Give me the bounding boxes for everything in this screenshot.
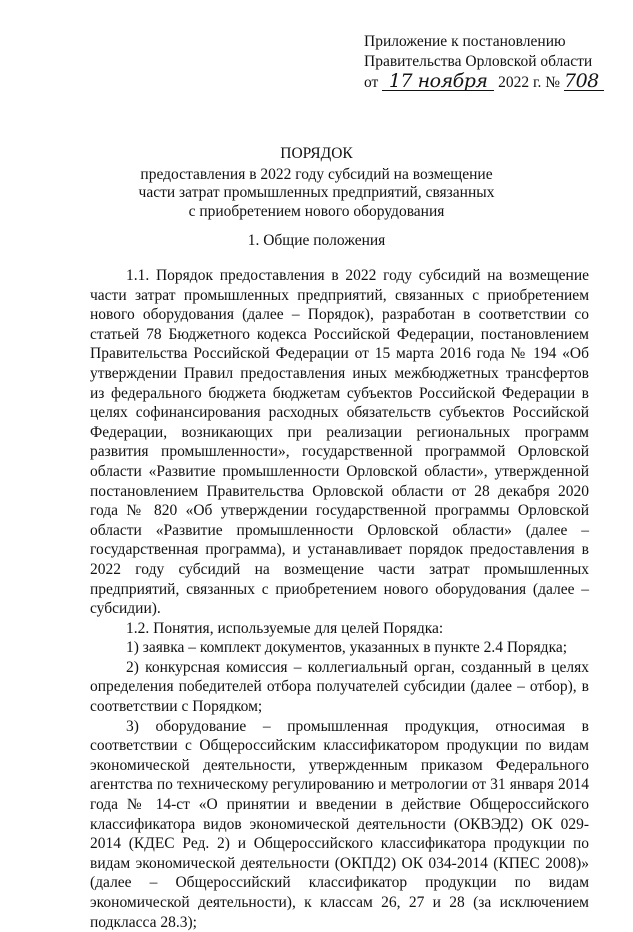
section-heading: 1. Общие положения bbox=[247, 232, 386, 249]
document-body bbox=[90, 266, 589, 932]
appendix-block bbox=[364, 32, 604, 93]
paragraph-definition-1: 1) заявка – комплект документов, указанных в пункте 2.4 Порядка; bbox=[126, 639, 568, 657]
appendix-year-suffix: 2022 г. № bbox=[498, 74, 561, 91]
title-line-3: с приобретением нового оборудования bbox=[188, 202, 445, 220]
handwritten-number: 708 bbox=[564, 72, 604, 91]
title-line-1: предоставления в 2022 году субсидий на возмещение bbox=[140, 165, 493, 183]
title-heading: ПОРЯДОК bbox=[280, 145, 353, 162]
paragraph-definition-3: 3) оборудование – промышленная продукция, относимая в соответствии с Общероссийским классификатором продукции по видам экономической деятельности, утвержденным приказом Федерального агентства по техническому регулированию и метрологии от 31 января 2014 года № 14-ст «О принятии и введении в действие Общероссийского классификатора видов экономической деятельности (ОКВЭД2) ОК 029-2014 (КДЕС Ред. 2) и Общероссийского классификатора продукции по видам экономической деятельности (ОКПД2) ОК 034-2014 (КПЕС 2008)» (далее – Общероссийский классификатор продукции по видам экономической деятельности), к классам 26, 27 и 28 (за исключением подкласса 28.3); bbox=[90, 717, 589, 931]
paragraph-definition-2: 2) конкурсная комиссия – коллегиальный орган, созданный в целях определения победителей отбора получателей субсидии (далее – отбор), в соответствии с Порядком; bbox=[90, 658, 589, 716]
appendix-line-2: Правительства Орловской области bbox=[364, 53, 593, 70]
paragraph-1-2: 1.2. Понятия, используемые для целей Порядка: bbox=[126, 619, 444, 637]
title-line-2: части затрат промышленных предприятий, связанных bbox=[138, 184, 495, 201]
paragraph-1-1: 1.1. Порядок предоставления в 2022 году субсидий на возмещение части затрат промышленных предприятий, связанных с приобретением нового оборудования (далее – Порядок), разработан в соответствии со статьей 78 Бюджетного кодекса Российской Федерации, постановлением Правительства Российской Федерации от 15 марта 2016 года № 194 «Об утверждении Правил предоставления иных межбюджетных трансфертов из федерального бюджета бюджетам субъектов Российской Федерации в целях софинансирования расходных обязательств субъектов Российской Федерации, возникающих при реализации региональных программ развития промышленности», государственной программой Орловской области «Развитие промышленности Орловской области», утвержденной постановлением Правительства Орловской области от 28 декабря 2020 года № 820 «Об утверждении государственной программы Орловской области «Развитие промышленности Орловской области» (далее – государственная программа), и устанавливает порядок предоставления в 2022 году субсидий на возмещение части затрат промышленных предприятий, связанных с приобретением нового оборудования (далее – субсидии). bbox=[90, 267, 589, 618]
appendix-from-prefix: от bbox=[364, 74, 379, 91]
appendix-line-1: Приложение к постановлению bbox=[364, 33, 566, 50]
appendix-date-line bbox=[364, 72, 604, 93]
handwritten-date: 17 ноября bbox=[382, 72, 494, 91]
document-title bbox=[0, 145, 633, 221]
